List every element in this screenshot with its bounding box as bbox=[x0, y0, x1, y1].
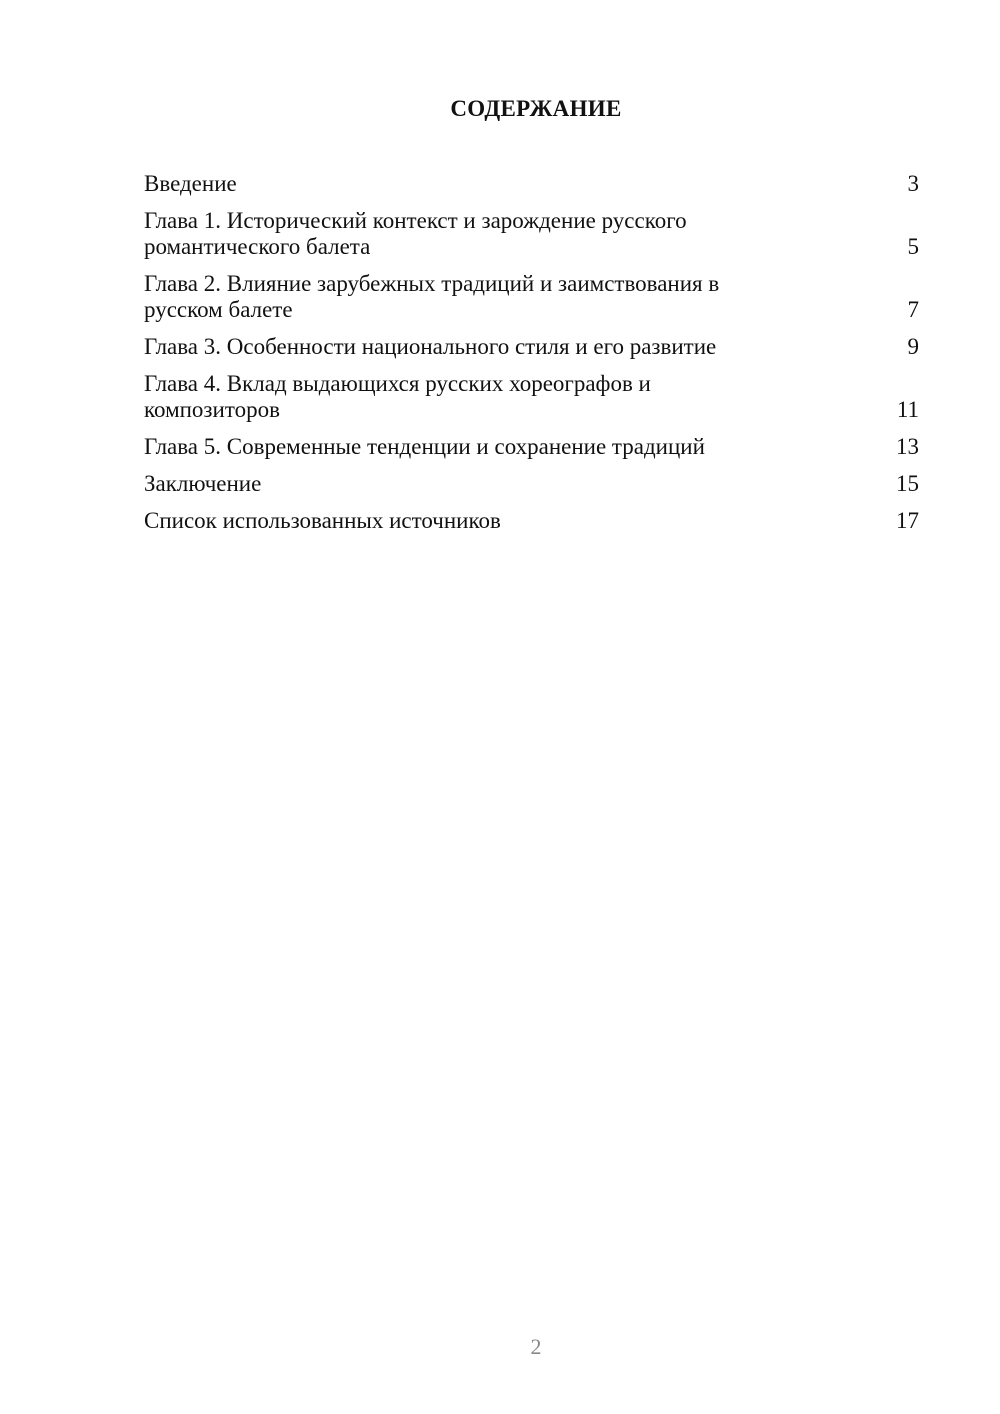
toc-entry-label: Список использованных источников bbox=[144, 508, 501, 533]
toc-entry-chapter-2[interactable] bbox=[144, 271, 919, 323]
toc-entry-chapter-5[interactable] bbox=[144, 434, 919, 460]
toc-entry-page: 9 bbox=[907, 334, 919, 359]
toc-entry-chapter-1[interactable] bbox=[144, 208, 919, 260]
toc-entry-page: 3 bbox=[907, 171, 919, 196]
toc-entry-chapter-3[interactable] bbox=[144, 334, 919, 360]
toc-entry-label: Введение bbox=[144, 171, 237, 196]
toc-entry-page: 15 bbox=[896, 471, 919, 496]
toc-entry-conclusion[interactable] bbox=[144, 471, 919, 497]
toc-entry-page: 17 bbox=[896, 508, 919, 533]
toc-entry-label: Глава 5. Современные тенденции и сохранение традиций bbox=[144, 434, 705, 459]
toc-entry-label: Глава 2. Влияние зарубежных традиций и заимствования в русском балете bbox=[144, 271, 720, 322]
toc-entry-label: Глава 3. Особенности национального стиля и его развитие bbox=[144, 334, 717, 359]
toc-entry-label: Глава 4. Вклад выдающихся русских хореографов и композиторов bbox=[144, 371, 651, 422]
table-of-contents bbox=[144, 171, 919, 545]
toc-entry-page: 13 bbox=[896, 434, 919, 459]
toc-entry-introduction[interactable] bbox=[144, 171, 919, 197]
toc-entry-page: 11 bbox=[896, 397, 919, 422]
toc-entry-page: 7 bbox=[907, 297, 919, 322]
toc-entry-label: Заключение bbox=[144, 471, 262, 496]
toc-entry-references[interactable] bbox=[144, 508, 919, 534]
page-title: СОДЕРЖАНИЕ bbox=[450, 96, 622, 121]
toc-entry-label: Глава 1. Исторический контекст и зарождение русского романтического балета bbox=[144, 208, 687, 259]
toc-entry-chapter-4[interactable] bbox=[144, 371, 919, 423]
toc-entry-page: 5 bbox=[907, 234, 919, 259]
page-number: 2 bbox=[530, 1334, 542, 1359]
